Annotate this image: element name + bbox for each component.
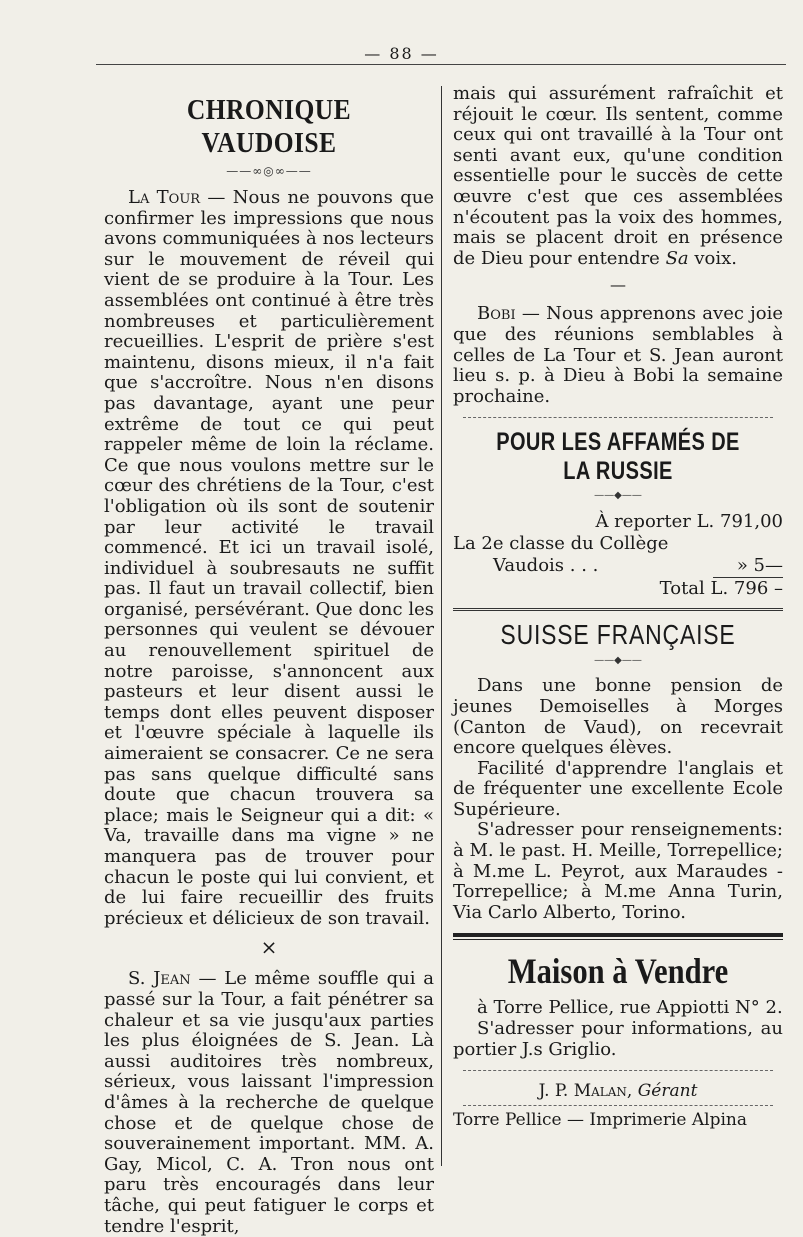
wavy-rule-3 xyxy=(463,1105,773,1106)
bobi-place: Bobi xyxy=(477,303,516,325)
la-tour-place: La Tour xyxy=(128,187,201,208)
section-separator: × xyxy=(260,935,278,960)
la-tour-text: — Nous ne pouvons que confirmer les impressions que nous avons communiquées à nos lecteurs sur le mouvement de réveil qui vient de se produire à la Tour. Les assemblées ont continué à être très nombreuses et particulièrement recueillies. L'esprit de prière s'est maintenu, disons mieux, il n'a fait que s'accroître. Nous n'en disons pas davantage, ayant une peur extrême de tout ce qui peut rappeler même de loin la réclame. Ce que nous voulons mettre sur le cœur des chrétiens de la Tour, c'est l'obligation où ils sont de soutenir par leur activité le travail commencé. Et ici un travail isolé, individuel à soubresauts ne suffit pas. Il faut un travail collectif, bien organisé, persévérant. Que donc les personnes qui veulent se dévouer au renouvellement spirituel de notre paroisse, s'annoncent aux pasteurs et leur disent aussi le temps dont elles peuvent disposer et l'œuvre spéciale à laquelle ils aimeraient se consacrer. Ce ne sera pas sans quelque difficulté sans doute que chacun trouvera sa place; mais le Seigneur qui a dit: « Va, travaille dans ma vigne » ne manquera pas de trouver pour chacun le poste qui lui convient, et de lui faire recueillir des fruits précieux et délicieux de son travail. xyxy=(104,187,434,929)
ledger-line-2-right: » 5— xyxy=(736,555,783,577)
continuation-end: voix. xyxy=(688,247,737,269)
maison-title: Maison à Vendre xyxy=(507,951,729,992)
ledger-line-2-left: Vaudois . . . xyxy=(493,555,599,577)
double-rule xyxy=(453,608,783,611)
ledger-total: Total L. 796 – xyxy=(659,578,783,600)
maison-paragraph-2: S'adresser pour informations, au portier J.s Griglio. xyxy=(453,1018,783,1060)
suisse-paragraph-3: S'adresser pour renseignements: à M. le past. H. Meille, Torrepellice; à M.me L. Peyrot, aux Maraudes - Torrepellice; à M.me Anna Turin, Via Carlo Alberto, Torino. xyxy=(453,819,783,923)
russie-title: POUR LES AFFAMÉS DE LA RUSSIE xyxy=(496,428,740,486)
suisse-paragraph-1: Dans une bonne pension de jeunes Demoiselles à Morges (Canton de Vaud), on recevrait encore quelques élèves. xyxy=(453,675,783,759)
top-rule xyxy=(96,64,786,65)
continuation-italic: Sa xyxy=(665,247,689,269)
suisse-title: SUISSE FRANÇAISE xyxy=(500,619,736,651)
suisse-ornament: ——◆—— xyxy=(594,655,642,667)
continuation-text: mais qui assurément rafraîchit et réjouit le cœur. Ils sentent, comme ceux qui ont travaillé à la Tour ont senti avant eux, qu'une condition essentielle pour le succès de cette œuvre c'est que ces assemblées n'écoutent pas la voix des hommes, mais se placent droit en présence de Dieu pour entendre xyxy=(453,83,783,269)
imprimerie-line: Torre Pellice — Imprimerie Alpina xyxy=(453,1110,748,1131)
s-jean-paragraph xyxy=(104,969,434,1237)
thick-rule xyxy=(453,933,783,940)
russie-ornament: ——◆—— xyxy=(594,490,642,502)
right-column xyxy=(453,84,783,1130)
bobi-paragraph xyxy=(453,304,783,407)
donation-ledger xyxy=(453,511,783,600)
chronique-headline: CHRONIQUE VAUDOISE xyxy=(186,94,352,159)
page-number: — 88 — xyxy=(364,44,439,63)
s-jean-text: — Le même souffle qui a passé sur la Tour, a fait pénétrer sa chaleur et sa vie jusqu'aux parties les plus éloignées de S. Jean. Là aussi auditoires très nombreux, sérieux, vous laissant l'impression d'âmes à la recherche de quelque chose et de quelque chose de souverainement important. MM. A. Gay, Micol, C. A. Tron nous ont paru très encouragés dans leur tâche, qui peut fatiguer le corps et tendre l'esprit, xyxy=(104,968,434,1237)
gerant-line xyxy=(453,1081,783,1101)
suisse-paragraph-2: Facilité d'apprendre l'anglais et de fréquenter une excellente Ecole Supérieure. xyxy=(453,757,783,820)
headline-ornament: ——∞◎∞—— xyxy=(226,164,312,178)
ledger-line-1: La 2e classe du Collège xyxy=(453,533,669,555)
maison-paragraph-1: à Torre Pellice, rue Appiotti N° 2. xyxy=(477,997,783,1019)
continuation-paragraph xyxy=(453,84,783,269)
gerant-role: Gérant xyxy=(637,1081,698,1102)
left-column xyxy=(104,84,434,1237)
la-tour-paragraph xyxy=(104,188,434,929)
ledger-line-2 xyxy=(453,555,783,577)
s-jean-place: S. Jean xyxy=(128,968,191,990)
gerant-name: J. P. Malan, xyxy=(538,1081,633,1102)
ledger-report: À reporter L. 791,00 xyxy=(595,511,783,533)
dash-separator: — xyxy=(610,275,626,295)
wavy-rule xyxy=(463,417,773,418)
wavy-rule-2 xyxy=(463,1070,773,1071)
bobi-text: — Nous apprenons avec joie que des réunions semblables à celles de La Tour et S. Jean auront lieu s. p. à Dieu à Bobi la semaine prochaine. xyxy=(453,303,783,407)
column-divider xyxy=(441,86,442,1166)
